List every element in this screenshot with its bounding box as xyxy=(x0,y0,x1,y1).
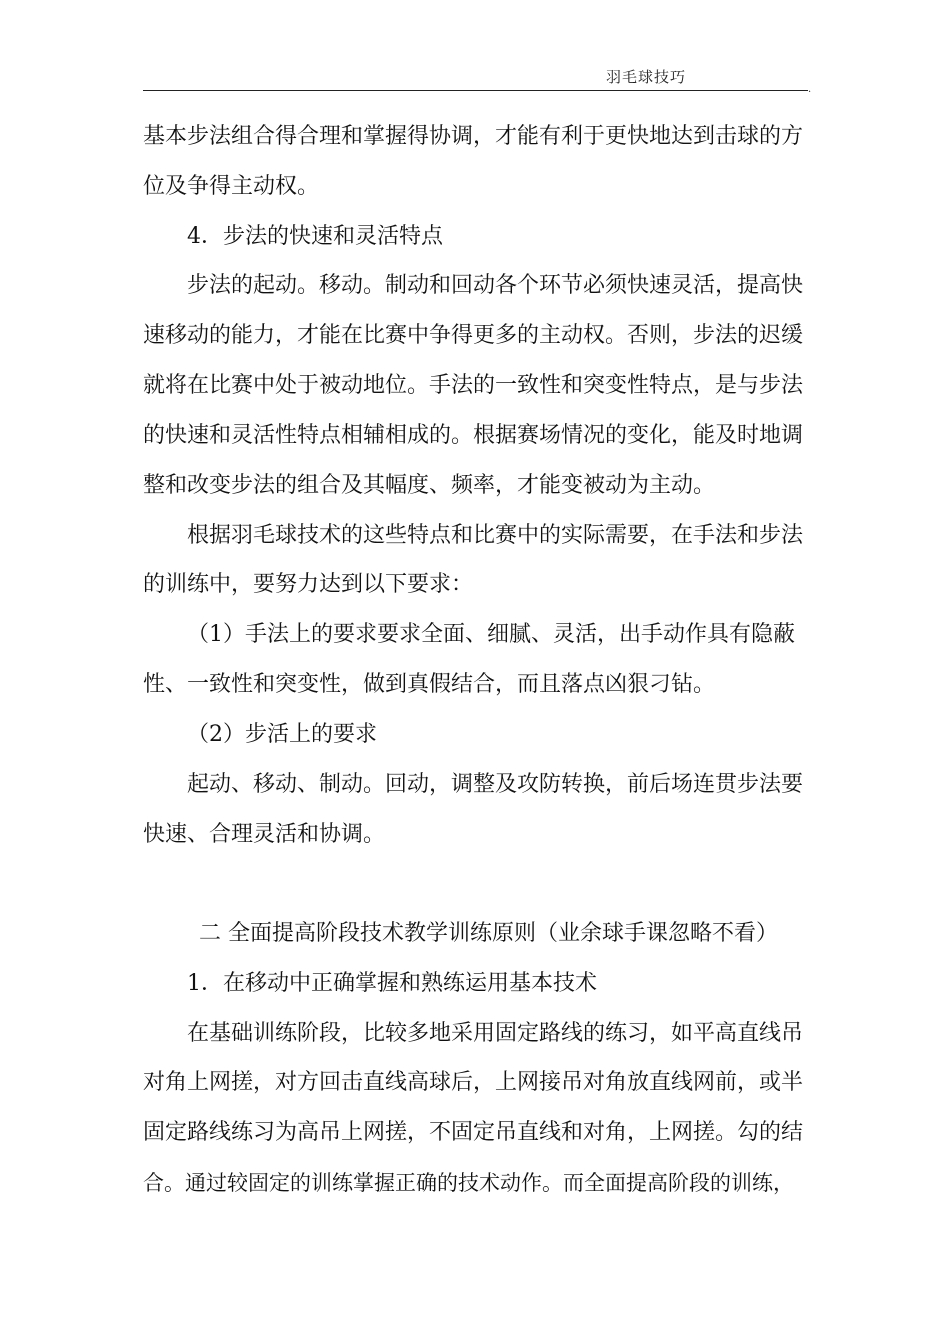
text-line: 就将在比赛中处于被动地位。手法的一致性和突变性特点，是与步法 xyxy=(143,373,804,398)
section-heading: 4．步法的快速和灵活特点 xyxy=(187,224,443,249)
text-line: 固定路线练习为高吊上网搓，不固定吊直线和对角，上网搓。勾的结 xyxy=(143,1120,804,1145)
text-line: 快速、合理灵活和协调。 xyxy=(143,822,386,847)
text-line: 性、一致性和突变性，做到真假结合，而且落点凶狠刁钻。 xyxy=(143,672,716,697)
text-line: 基本步法组合得合理和掌握得协调，才能有利于更快地达到击球的方 xyxy=(143,124,804,149)
text-line: 起动、移动、制动。回动，调整及攻防转换，前后场连贯步法要 xyxy=(187,772,804,797)
text-line: 根据羽毛球技术的这些特点和比赛中的实际需要，在手法和步法 xyxy=(187,523,804,548)
list-item: （1）手法上的要求要求全面、细腻、灵活，出手动作具有隐蔽 xyxy=(187,622,795,647)
text-line: 速移动的能力，才能在比赛中争得更多的主动权。否则，步法的迟缓 xyxy=(143,323,804,348)
header-rule xyxy=(143,90,808,91)
text-line: 步法的起动。移动。制动和回动各个环节必须快速灵活，提高快 xyxy=(187,273,804,298)
text-line: 对角上网搓，对方回击直线高球后，上网接吊对角放直线网前，或半 xyxy=(143,1070,804,1095)
text-line: 位及争得主动权。 xyxy=(143,174,320,199)
chapter-heading: 二 全面提高阶段技术教学训练原则（业余球手课忽略不看） xyxy=(199,921,778,946)
list-item: （2）步活上的要求 xyxy=(187,722,377,747)
header-dot: . xyxy=(808,84,812,95)
text-line: 合。通过较固定的训练掌握正确的技术动作。而全面提高阶段的训练， xyxy=(143,1171,794,1195)
text-line: 的快速和灵活性特点相辅相成的。根据赛场情况的变化，能及时地调 xyxy=(143,423,804,448)
text-line: 的训练中，要努力达到以下要求： xyxy=(143,572,474,597)
header-title: 羽毛球技巧 xyxy=(606,68,687,86)
section-heading: 1．在移动中正确掌握和熟练运用基本技术 xyxy=(187,971,597,996)
text-line: 整和改变步法的组合及其幅度、频率，才能变被动为主动。 xyxy=(143,473,716,498)
text-line: 在基础训练阶段，比较多地采用固定路线的练习，如平高直线吊 xyxy=(187,1021,804,1046)
